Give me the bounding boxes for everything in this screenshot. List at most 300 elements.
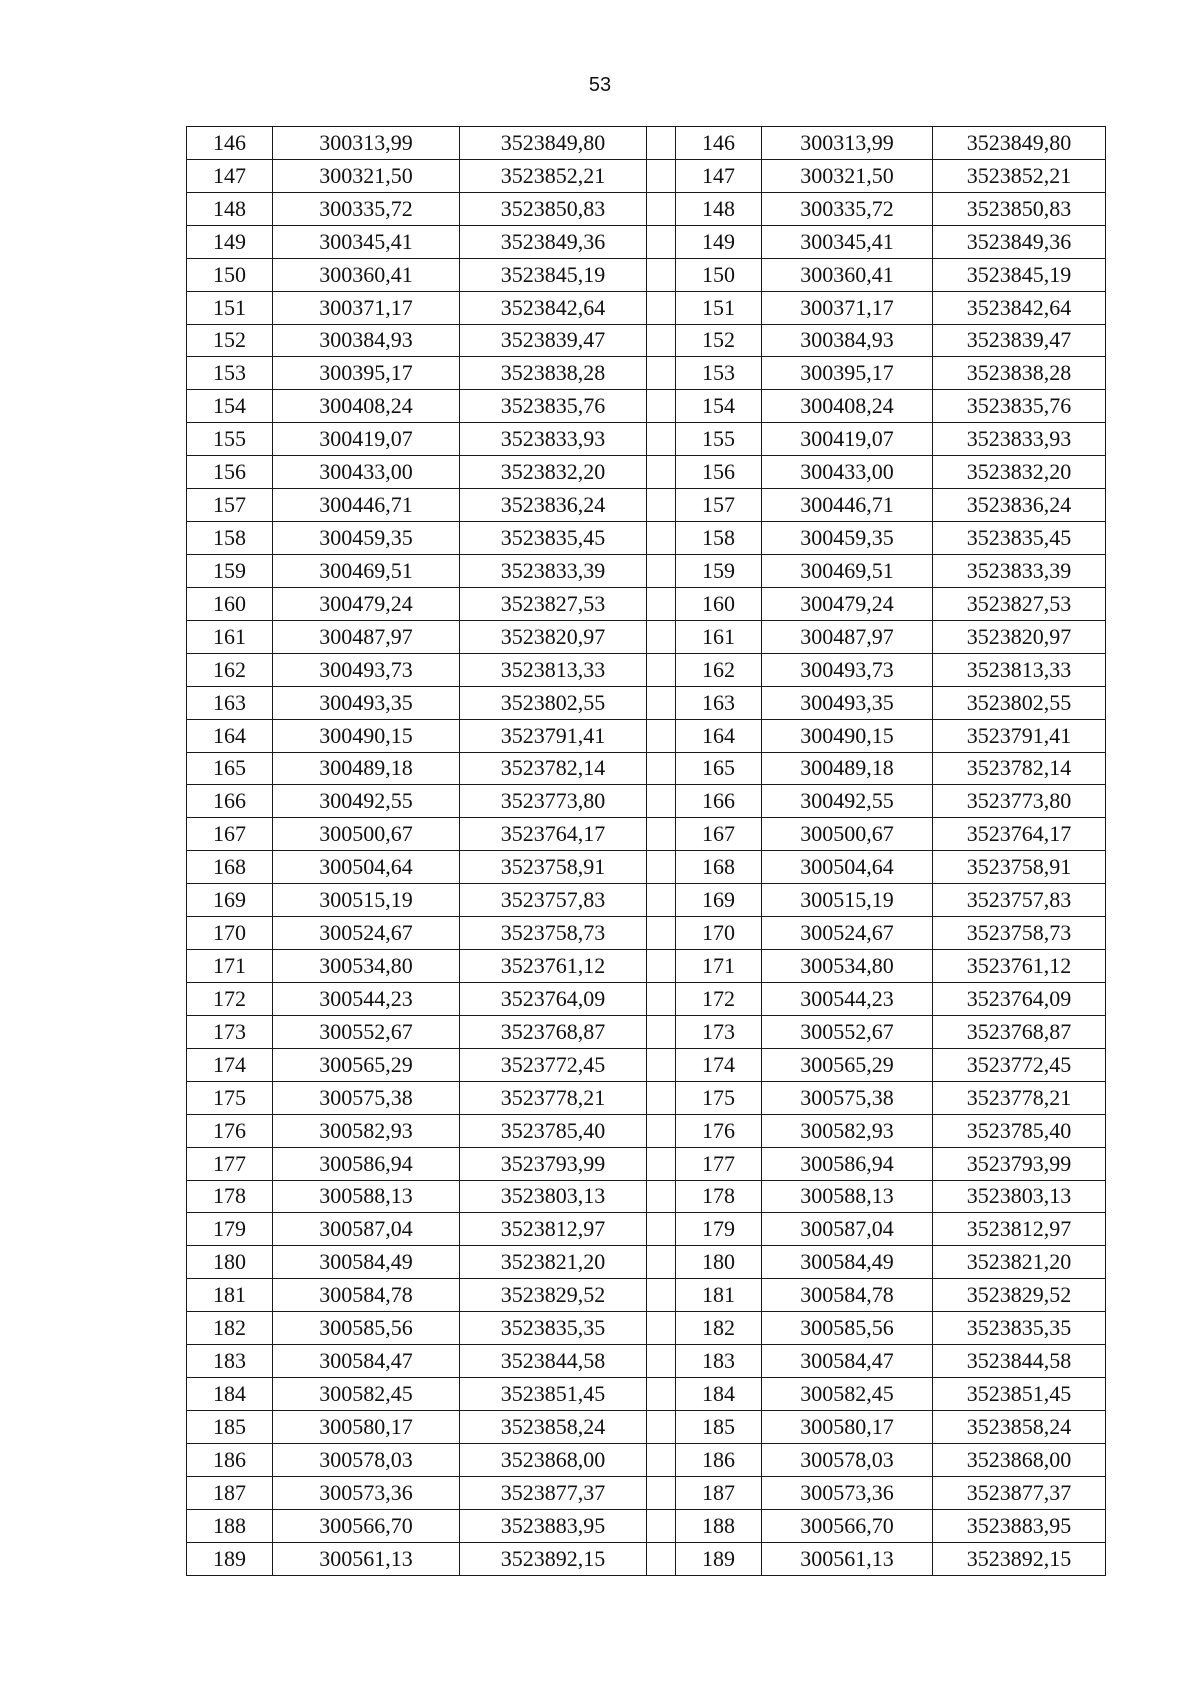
table-row xyxy=(187,1048,1106,1081)
x-coordinate-cell: 300524,67 xyxy=(762,917,933,950)
x-coordinate-cell: 300584,49 xyxy=(762,1246,933,1279)
x-coordinate-cell: 300565,29 xyxy=(762,1048,933,1081)
spacer-cell xyxy=(647,982,676,1015)
table-row xyxy=(187,653,1106,686)
table-row xyxy=(187,1147,1106,1180)
table-row xyxy=(187,1443,1106,1476)
point-number-cell: 147 xyxy=(187,159,273,192)
x-coordinate-cell: 300534,80 xyxy=(273,950,460,983)
point-number-cell: 172 xyxy=(187,982,273,1015)
spacer-cell xyxy=(647,686,676,719)
y-coordinate-cell: 3523803,13 xyxy=(460,1180,647,1213)
spacer-cell xyxy=(647,851,676,884)
x-coordinate-cell: 300345,41 xyxy=(762,225,933,258)
y-coordinate-cell: 3523868,00 xyxy=(933,1443,1106,1476)
spacer-cell xyxy=(647,258,676,291)
x-coordinate-cell: 300408,24 xyxy=(273,390,460,423)
x-coordinate-cell: 300487,97 xyxy=(273,620,460,653)
x-coordinate-cell: 300504,64 xyxy=(762,851,933,884)
table-row xyxy=(187,818,1106,851)
point-number-cell: 161 xyxy=(676,620,762,653)
y-coordinate-cell: 3523852,21 xyxy=(460,159,647,192)
point-number-cell: 149 xyxy=(676,225,762,258)
point-number-cell: 167 xyxy=(676,818,762,851)
x-coordinate-cell: 300504,64 xyxy=(273,851,460,884)
point-number-cell: 167 xyxy=(187,818,273,851)
table-row xyxy=(187,1279,1106,1312)
point-number-cell: 155 xyxy=(676,423,762,456)
spacer-cell xyxy=(647,1378,676,1411)
point-number-cell: 186 xyxy=(676,1443,762,1476)
point-number-cell: 161 xyxy=(187,620,273,653)
x-coordinate-cell: 300586,94 xyxy=(273,1147,460,1180)
y-coordinate-cell: 3523782,14 xyxy=(933,752,1106,785)
table-row xyxy=(187,225,1106,258)
y-coordinate-cell: 3523778,21 xyxy=(460,1081,647,1114)
x-coordinate-cell: 300578,03 xyxy=(273,1443,460,1476)
table-row xyxy=(187,489,1106,522)
point-number-cell: 186 xyxy=(187,1443,273,1476)
spacer-cell xyxy=(647,1345,676,1378)
point-number-cell: 150 xyxy=(187,258,273,291)
x-coordinate-cell: 300487,97 xyxy=(762,620,933,653)
x-coordinate-cell: 300500,67 xyxy=(273,818,460,851)
point-number-cell: 180 xyxy=(187,1246,273,1279)
spacer-cell xyxy=(647,1114,676,1147)
y-coordinate-cell: 3523858,24 xyxy=(460,1410,647,1443)
y-coordinate-cell: 3523833,39 xyxy=(460,554,647,587)
y-coordinate-cell: 3523757,83 xyxy=(933,884,1106,917)
x-coordinate-cell: 300433,00 xyxy=(762,456,933,489)
spacer-cell xyxy=(647,1410,676,1443)
point-number-cell: 188 xyxy=(187,1509,273,1542)
table-row xyxy=(187,127,1106,160)
table-row xyxy=(187,357,1106,390)
y-coordinate-cell: 3523829,52 xyxy=(933,1279,1106,1312)
y-coordinate-cell: 3523835,45 xyxy=(460,522,647,555)
x-coordinate-cell: 300360,41 xyxy=(762,258,933,291)
point-number-cell: 185 xyxy=(187,1410,273,1443)
x-coordinate-cell: 300433,00 xyxy=(273,456,460,489)
y-coordinate-cell: 3523868,00 xyxy=(460,1443,647,1476)
y-coordinate-cell: 3523768,87 xyxy=(460,1015,647,1048)
y-coordinate-cell: 3523833,39 xyxy=(933,554,1106,587)
y-coordinate-cell: 3523758,73 xyxy=(460,917,647,950)
spacer-cell xyxy=(647,390,676,423)
x-coordinate-cell: 300459,35 xyxy=(273,522,460,555)
point-number-cell: 153 xyxy=(676,357,762,390)
x-coordinate-cell: 300371,17 xyxy=(762,291,933,324)
table-row xyxy=(187,620,1106,653)
y-coordinate-cell: 3523833,93 xyxy=(460,423,647,456)
x-coordinate-cell: 300588,13 xyxy=(762,1180,933,1213)
point-number-cell: 175 xyxy=(187,1081,273,1114)
point-number-cell: 147 xyxy=(676,159,762,192)
table-row xyxy=(187,1312,1106,1345)
y-coordinate-cell: 3523877,37 xyxy=(460,1476,647,1509)
spacer-cell xyxy=(647,456,676,489)
table-row xyxy=(187,258,1106,291)
x-coordinate-cell: 300552,67 xyxy=(762,1015,933,1048)
table-row xyxy=(187,324,1106,357)
point-number-cell: 182 xyxy=(676,1312,762,1345)
point-number-cell: 157 xyxy=(676,489,762,522)
y-coordinate-cell: 3523883,95 xyxy=(933,1509,1106,1542)
point-number-cell: 182 xyxy=(187,1312,273,1345)
table-row xyxy=(187,1476,1106,1509)
point-number-cell: 164 xyxy=(676,719,762,752)
spacer-cell xyxy=(647,950,676,983)
table-row xyxy=(187,950,1106,983)
y-coordinate-cell: 3523764,09 xyxy=(933,982,1106,1015)
x-coordinate-cell: 300584,78 xyxy=(273,1279,460,1312)
y-coordinate-cell: 3523761,12 xyxy=(933,950,1106,983)
spacer-cell xyxy=(647,1279,676,1312)
table-row xyxy=(187,1378,1106,1411)
y-coordinate-cell: 3523821,20 xyxy=(460,1246,647,1279)
x-coordinate-cell: 300587,04 xyxy=(273,1213,460,1246)
x-coordinate-cell: 300500,67 xyxy=(762,818,933,851)
y-coordinate-cell: 3523813,33 xyxy=(460,653,647,686)
y-coordinate-cell: 3523812,97 xyxy=(460,1213,647,1246)
point-number-cell: 166 xyxy=(187,785,273,818)
point-number-cell: 171 xyxy=(187,950,273,983)
spacer-cell xyxy=(647,1147,676,1180)
point-number-cell: 159 xyxy=(187,554,273,587)
x-coordinate-cell: 300580,17 xyxy=(273,1410,460,1443)
point-number-cell: 151 xyxy=(187,291,273,324)
y-coordinate-cell: 3523778,21 xyxy=(933,1081,1106,1114)
y-coordinate-cell: 3523835,76 xyxy=(933,390,1106,423)
spacer-cell xyxy=(647,1542,676,1575)
y-coordinate-cell: 3523839,47 xyxy=(460,324,647,357)
y-coordinate-cell: 3523820,97 xyxy=(933,620,1106,653)
point-number-cell: 175 xyxy=(676,1081,762,1114)
y-coordinate-cell: 3523827,53 xyxy=(460,587,647,620)
point-number-cell: 176 xyxy=(676,1114,762,1147)
point-number-cell: 173 xyxy=(187,1015,273,1048)
point-number-cell: 188 xyxy=(676,1509,762,1542)
point-number-cell: 154 xyxy=(187,390,273,423)
point-number-cell: 179 xyxy=(676,1213,762,1246)
spacer-cell xyxy=(647,225,676,258)
y-coordinate-cell: 3523892,15 xyxy=(933,1542,1106,1575)
x-coordinate-cell: 300335,72 xyxy=(273,192,460,225)
x-coordinate-cell: 300345,41 xyxy=(273,225,460,258)
x-coordinate-cell: 300585,56 xyxy=(762,1312,933,1345)
point-number-cell: 162 xyxy=(187,653,273,686)
x-coordinate-cell: 300584,47 xyxy=(273,1345,460,1378)
point-number-cell: 178 xyxy=(676,1180,762,1213)
x-coordinate-cell: 300493,73 xyxy=(273,653,460,686)
x-coordinate-cell: 300588,13 xyxy=(273,1180,460,1213)
point-number-cell: 158 xyxy=(187,522,273,555)
x-coordinate-cell: 300561,13 xyxy=(273,1542,460,1575)
spacer-cell xyxy=(647,1015,676,1048)
point-number-cell: 181 xyxy=(676,1279,762,1312)
spacer-cell xyxy=(647,818,676,851)
y-coordinate-cell: 3523758,91 xyxy=(460,851,647,884)
y-coordinate-cell: 3523849,36 xyxy=(933,225,1106,258)
point-number-cell: 168 xyxy=(187,851,273,884)
point-number-cell: 170 xyxy=(676,917,762,950)
x-coordinate-cell: 300360,41 xyxy=(273,258,460,291)
x-coordinate-cell: 300313,99 xyxy=(762,127,933,160)
x-coordinate-cell: 300582,93 xyxy=(273,1114,460,1147)
coordinate-table xyxy=(186,126,1106,1576)
point-number-cell: 163 xyxy=(187,686,273,719)
spacer-cell xyxy=(647,884,676,917)
point-number-cell: 162 xyxy=(676,653,762,686)
spacer-cell xyxy=(647,192,676,225)
spacer-cell xyxy=(647,159,676,192)
point-number-cell: 183 xyxy=(187,1345,273,1378)
point-number-cell: 168 xyxy=(676,851,762,884)
x-coordinate-cell: 300575,38 xyxy=(273,1081,460,1114)
y-coordinate-cell: 3523835,45 xyxy=(933,522,1106,555)
table-row xyxy=(187,785,1106,818)
spacer-cell xyxy=(647,917,676,950)
x-coordinate-cell: 300479,24 xyxy=(762,587,933,620)
x-coordinate-cell: 300321,50 xyxy=(273,159,460,192)
table-row xyxy=(187,1542,1106,1575)
point-number-cell: 146 xyxy=(187,127,273,160)
y-coordinate-cell: 3523845,19 xyxy=(460,258,647,291)
point-number-cell: 154 xyxy=(676,390,762,423)
x-coordinate-cell: 300573,36 xyxy=(762,1476,933,1509)
x-coordinate-cell: 300313,99 xyxy=(273,127,460,160)
point-number-cell: 187 xyxy=(187,1476,273,1509)
x-coordinate-cell: 300565,29 xyxy=(273,1048,460,1081)
x-coordinate-cell: 300586,94 xyxy=(762,1147,933,1180)
spacer-cell xyxy=(647,1246,676,1279)
spacer-cell xyxy=(647,1509,676,1542)
spacer-cell xyxy=(647,554,676,587)
y-coordinate-cell: 3523849,80 xyxy=(460,127,647,160)
spacer-cell xyxy=(647,1443,676,1476)
y-coordinate-cell: 3523883,95 xyxy=(460,1509,647,1542)
spacer-cell xyxy=(647,357,676,390)
point-number-cell: 165 xyxy=(187,752,273,785)
y-coordinate-cell: 3523850,83 xyxy=(460,192,647,225)
y-coordinate-cell: 3523835,35 xyxy=(460,1312,647,1345)
spacer-cell xyxy=(647,423,676,456)
point-number-cell: 146 xyxy=(676,127,762,160)
y-coordinate-cell: 3523758,91 xyxy=(933,851,1106,884)
x-coordinate-cell: 300582,45 xyxy=(273,1378,460,1411)
x-coordinate-cell: 300578,03 xyxy=(762,1443,933,1476)
y-coordinate-cell: 3523802,55 xyxy=(460,686,647,719)
y-coordinate-cell: 3523785,40 xyxy=(933,1114,1106,1147)
spacer-cell xyxy=(647,522,676,555)
table-row xyxy=(187,1081,1106,1114)
point-number-cell: 165 xyxy=(676,752,762,785)
y-coordinate-cell: 3523791,41 xyxy=(933,719,1106,752)
x-coordinate-cell: 300544,23 xyxy=(762,982,933,1015)
point-number-cell: 150 xyxy=(676,258,762,291)
x-coordinate-cell: 300459,35 xyxy=(762,522,933,555)
point-number-cell: 148 xyxy=(676,192,762,225)
point-number-cell: 159 xyxy=(676,554,762,587)
x-coordinate-cell: 300582,93 xyxy=(762,1114,933,1147)
point-number-cell: 171 xyxy=(676,950,762,983)
point-number-cell: 157 xyxy=(187,489,273,522)
point-number-cell: 158 xyxy=(676,522,762,555)
y-coordinate-cell: 3523764,17 xyxy=(460,818,647,851)
table-row xyxy=(187,291,1106,324)
y-coordinate-cell: 3523832,20 xyxy=(460,456,647,489)
x-coordinate-cell: 300371,17 xyxy=(273,291,460,324)
y-coordinate-cell: 3523839,47 xyxy=(933,324,1106,357)
x-coordinate-cell: 300490,15 xyxy=(273,719,460,752)
y-coordinate-cell: 3523850,83 xyxy=(933,192,1106,225)
table-row xyxy=(187,522,1106,555)
x-coordinate-cell: 300561,13 xyxy=(762,1542,933,1575)
x-coordinate-cell: 300408,24 xyxy=(762,390,933,423)
y-coordinate-cell: 3523827,53 xyxy=(933,587,1106,620)
x-coordinate-cell: 300524,67 xyxy=(273,917,460,950)
y-coordinate-cell: 3523821,20 xyxy=(933,1246,1106,1279)
x-coordinate-cell: 300335,72 xyxy=(762,192,933,225)
table-row xyxy=(187,884,1106,917)
y-coordinate-cell: 3523820,97 xyxy=(460,620,647,653)
table-row xyxy=(187,1213,1106,1246)
y-coordinate-cell: 3523836,24 xyxy=(933,489,1106,522)
point-number-cell: 156 xyxy=(187,456,273,489)
x-coordinate-cell: 300515,19 xyxy=(762,884,933,917)
point-number-cell: 151 xyxy=(676,291,762,324)
table-row xyxy=(187,1180,1106,1213)
x-coordinate-cell: 300584,78 xyxy=(762,1279,933,1312)
x-coordinate-cell: 300469,51 xyxy=(273,554,460,587)
page-number: 53 xyxy=(588,74,612,96)
point-number-cell: 179 xyxy=(187,1213,273,1246)
x-coordinate-cell: 300489,18 xyxy=(273,752,460,785)
spacer-cell xyxy=(647,587,676,620)
y-coordinate-cell: 3523844,58 xyxy=(933,1345,1106,1378)
y-coordinate-cell: 3523829,52 xyxy=(460,1279,647,1312)
y-coordinate-cell: 3523842,64 xyxy=(460,291,647,324)
point-number-cell: 148 xyxy=(187,192,273,225)
spacer-cell xyxy=(647,1213,676,1246)
point-number-cell: 156 xyxy=(676,456,762,489)
table-row xyxy=(187,1345,1106,1378)
table-row xyxy=(187,686,1106,719)
y-coordinate-cell: 3523852,21 xyxy=(933,159,1106,192)
y-coordinate-cell: 3523773,80 xyxy=(933,785,1106,818)
y-coordinate-cell: 3523877,37 xyxy=(933,1476,1106,1509)
x-coordinate-cell: 300515,19 xyxy=(273,884,460,917)
y-coordinate-cell: 3523757,83 xyxy=(460,884,647,917)
y-coordinate-cell: 3523851,45 xyxy=(933,1378,1106,1411)
table-row xyxy=(187,1015,1106,1048)
point-number-cell: 153 xyxy=(187,357,273,390)
table-row xyxy=(187,851,1106,884)
point-number-cell: 163 xyxy=(676,686,762,719)
table-row xyxy=(187,752,1106,785)
x-coordinate-cell: 300479,24 xyxy=(273,587,460,620)
x-coordinate-cell: 300584,47 xyxy=(762,1345,933,1378)
y-coordinate-cell: 3523793,99 xyxy=(460,1147,647,1180)
spacer-cell xyxy=(647,1476,676,1509)
x-coordinate-cell: 300492,55 xyxy=(762,785,933,818)
point-number-cell: 164 xyxy=(187,719,273,752)
table-row xyxy=(187,719,1106,752)
spacer-cell xyxy=(647,127,676,160)
y-coordinate-cell: 3523838,28 xyxy=(933,357,1106,390)
spacer-cell xyxy=(647,752,676,785)
spacer-cell xyxy=(647,653,676,686)
table-row xyxy=(187,1114,1106,1147)
point-number-cell: 180 xyxy=(676,1246,762,1279)
y-coordinate-cell: 3523793,99 xyxy=(933,1147,1106,1180)
point-number-cell: 189 xyxy=(676,1542,762,1575)
x-coordinate-cell: 300384,93 xyxy=(762,324,933,357)
x-coordinate-cell: 300534,80 xyxy=(762,950,933,983)
table-row xyxy=(187,1410,1106,1443)
spacer-cell xyxy=(647,785,676,818)
point-number-cell: 181 xyxy=(187,1279,273,1312)
table-row xyxy=(187,587,1106,620)
spacer-cell xyxy=(647,1081,676,1114)
spacer-cell xyxy=(647,719,676,752)
point-number-cell: 160 xyxy=(676,587,762,620)
point-number-cell: 166 xyxy=(676,785,762,818)
point-number-cell: 183 xyxy=(676,1345,762,1378)
table-row xyxy=(187,982,1106,1015)
y-coordinate-cell: 3523772,45 xyxy=(460,1048,647,1081)
x-coordinate-cell: 300419,07 xyxy=(273,423,460,456)
y-coordinate-cell: 3523812,97 xyxy=(933,1213,1106,1246)
x-coordinate-cell: 300585,56 xyxy=(273,1312,460,1345)
point-number-cell: 177 xyxy=(676,1147,762,1180)
x-coordinate-cell: 300492,55 xyxy=(273,785,460,818)
x-coordinate-cell: 300384,93 xyxy=(273,324,460,357)
x-coordinate-cell: 300573,36 xyxy=(273,1476,460,1509)
point-number-cell: 170 xyxy=(187,917,273,950)
x-coordinate-cell: 300395,17 xyxy=(273,357,460,390)
x-coordinate-cell: 300584,49 xyxy=(273,1246,460,1279)
point-number-cell: 174 xyxy=(187,1048,273,1081)
x-coordinate-cell: 300321,50 xyxy=(762,159,933,192)
y-coordinate-cell: 3523832,20 xyxy=(933,456,1106,489)
point-number-cell: 174 xyxy=(676,1048,762,1081)
y-coordinate-cell: 3523851,45 xyxy=(460,1378,647,1411)
point-number-cell: 169 xyxy=(187,884,273,917)
x-coordinate-cell: 300566,70 xyxy=(273,1509,460,1542)
y-coordinate-cell: 3523835,76 xyxy=(460,390,647,423)
x-coordinate-cell: 300493,73 xyxy=(762,653,933,686)
point-number-cell: 184 xyxy=(676,1378,762,1411)
y-coordinate-cell: 3523813,33 xyxy=(933,653,1106,686)
y-coordinate-cell: 3523758,73 xyxy=(933,917,1106,950)
y-coordinate-cell: 3523858,24 xyxy=(933,1410,1106,1443)
x-coordinate-cell: 300419,07 xyxy=(762,423,933,456)
point-number-cell: 152 xyxy=(676,324,762,357)
point-number-cell: 177 xyxy=(187,1147,273,1180)
y-coordinate-cell: 3523803,13 xyxy=(933,1180,1106,1213)
y-coordinate-cell: 3523836,24 xyxy=(460,489,647,522)
y-coordinate-cell: 3523791,41 xyxy=(460,719,647,752)
table-row xyxy=(187,456,1106,489)
x-coordinate-cell: 300575,38 xyxy=(762,1081,933,1114)
table-row xyxy=(187,1509,1106,1542)
point-number-cell: 189 xyxy=(187,1542,273,1575)
y-coordinate-cell: 3523785,40 xyxy=(460,1114,647,1147)
point-number-cell: 176 xyxy=(187,1114,273,1147)
y-coordinate-cell: 3523833,93 xyxy=(933,423,1106,456)
table-row xyxy=(187,1246,1106,1279)
